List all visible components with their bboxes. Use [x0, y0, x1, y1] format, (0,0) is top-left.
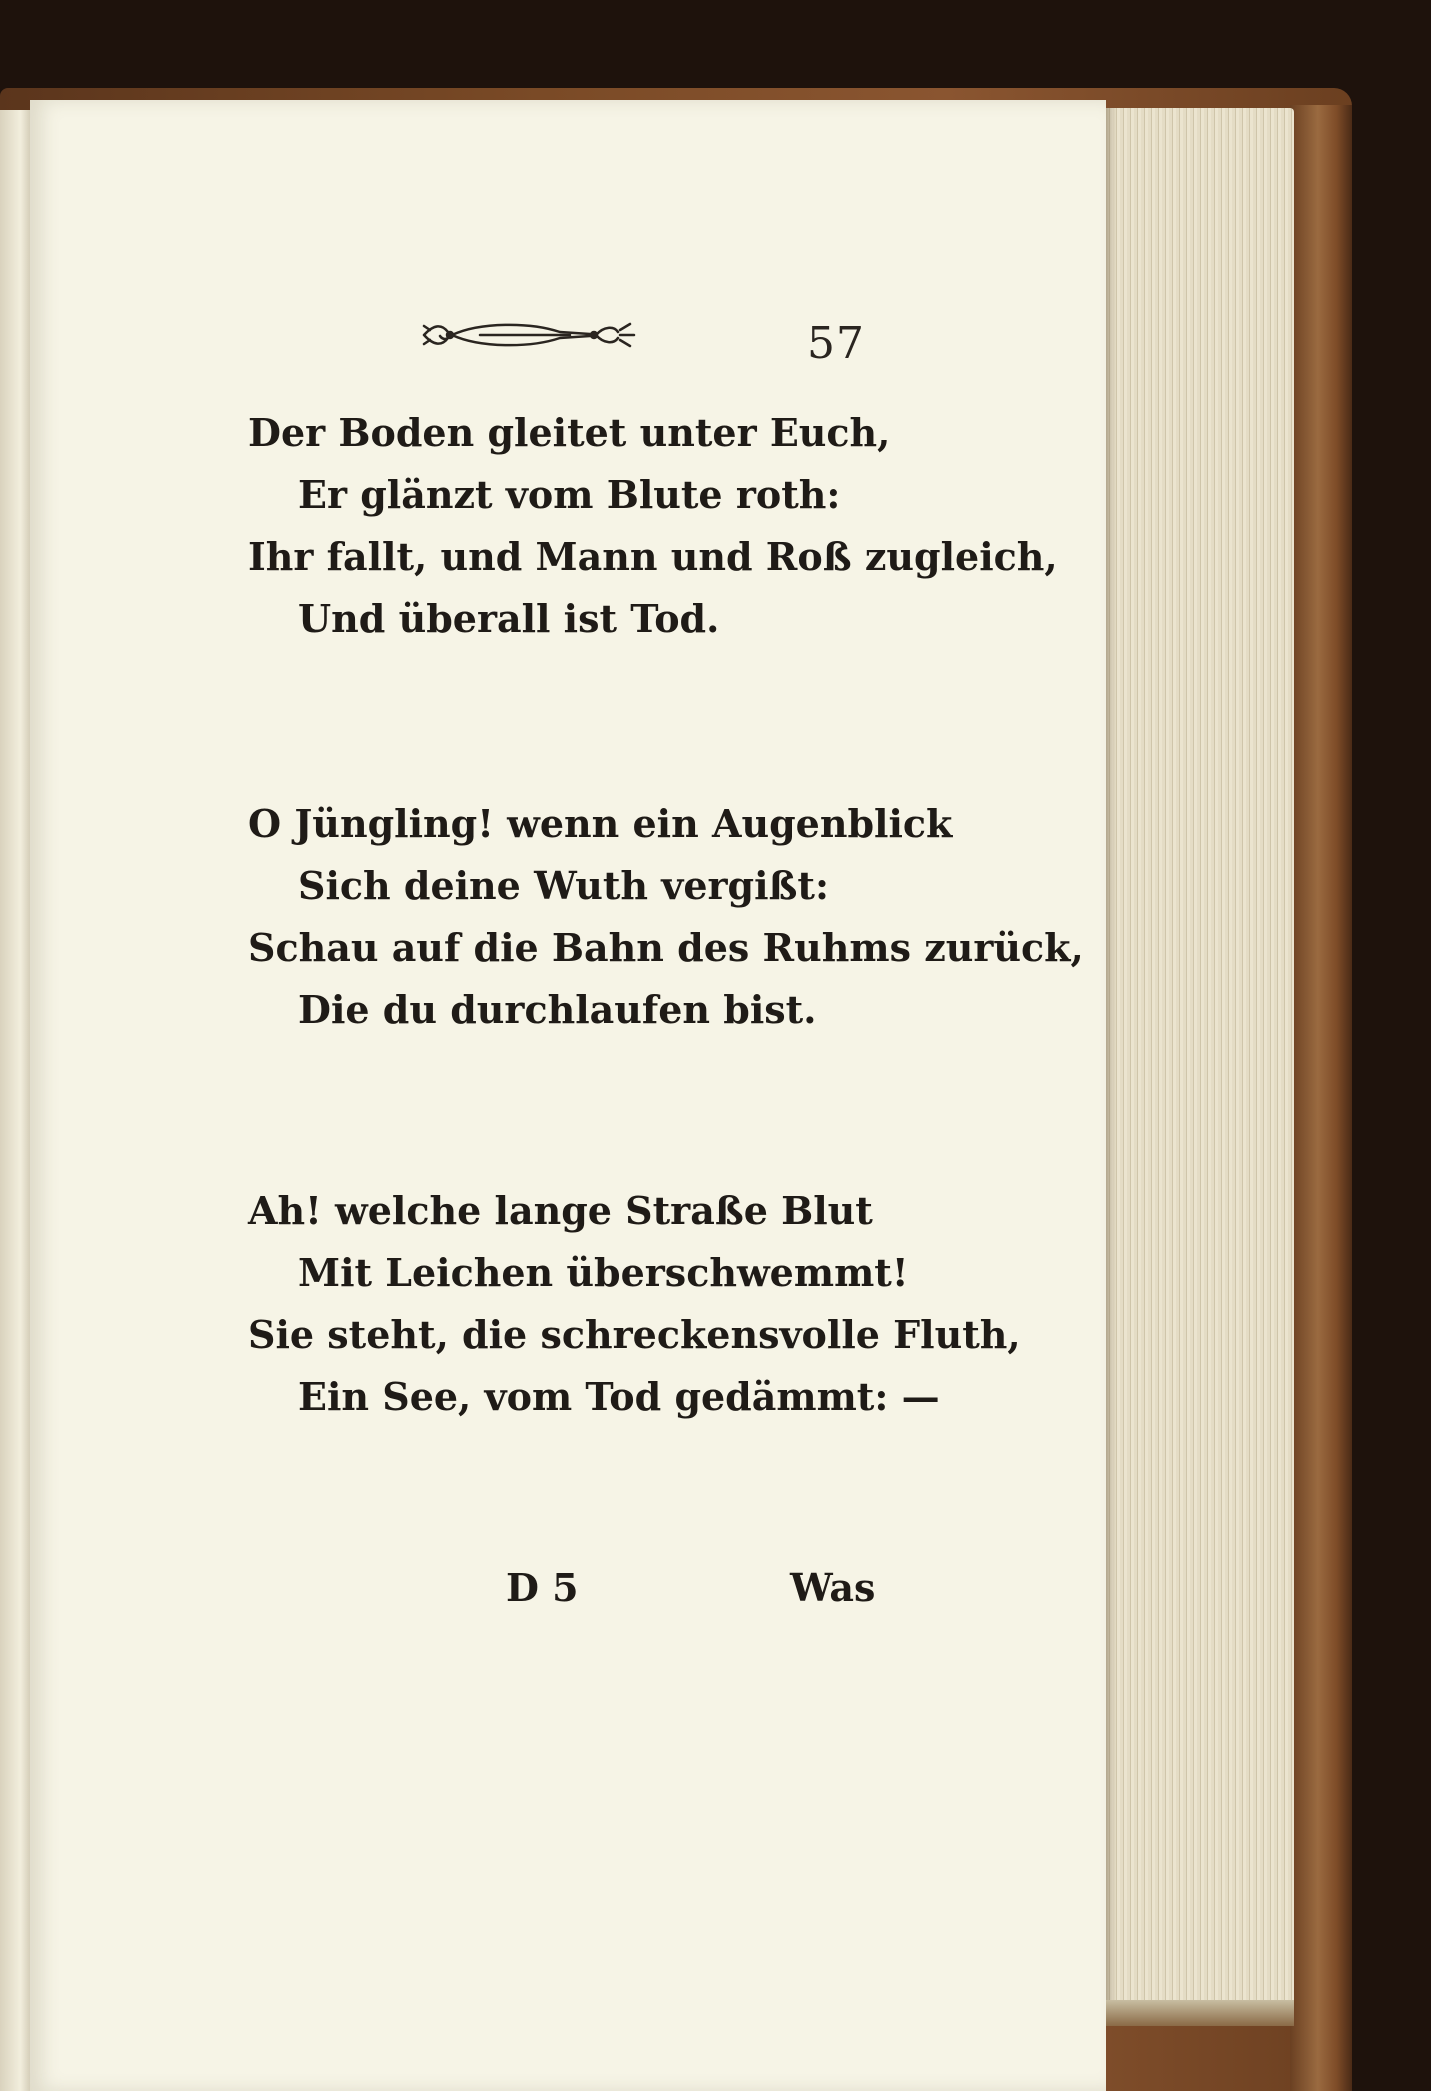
stanza-line: Er glänzt vom Blute roth:: [298, 472, 841, 517]
stanza-line: O Jüngling! wenn ein Augenblick: [248, 801, 953, 846]
signature-mark: D 5: [506, 1565, 579, 1610]
catchword: Was: [790, 1565, 876, 1610]
stanza-line: Mit Leichen überschwemmt!: [298, 1250, 909, 1295]
scroll-ornament-icon: [420, 310, 640, 360]
stanza-3: [248, 1180, 1021, 1428]
stanza-1: [248, 402, 1058, 650]
book-cover-edge: [1290, 105, 1352, 2091]
stanza-line: Sich deine Wuth vergißt:: [298, 863, 829, 908]
page-block-shadow: [1106, 108, 1116, 2008]
facing-page-edge: [0, 110, 34, 2091]
page-block: [1106, 108, 1294, 2008]
stanza-line: Der Boden gleitet unter Euch,: [248, 410, 891, 455]
stanza-line: Ihr fallt, und Mann und Roß zugleich,: [248, 534, 1058, 579]
page-number: 57: [807, 318, 865, 369]
stanza-line: Schau auf die Bahn des Ruhms zurück,: [248, 925, 1084, 970]
stanza-line: Die du durchlaufen bist.: [298, 987, 817, 1032]
page-header: [420, 310, 850, 370]
stanza-line: Sie steht, die schreckensvolle Fluth,: [248, 1312, 1021, 1357]
stanza-2: [248, 793, 1084, 1041]
book-page: [30, 100, 1106, 2091]
page-block-bottom: [1106, 2000, 1294, 2026]
stanza-line: Und überall ist Tod.: [298, 596, 720, 641]
stanza-line: Ein See, vom Tod gedämmt: —: [298, 1374, 940, 1419]
stanza-line: Ah! welche lange Straße Blut: [248, 1188, 873, 1233]
